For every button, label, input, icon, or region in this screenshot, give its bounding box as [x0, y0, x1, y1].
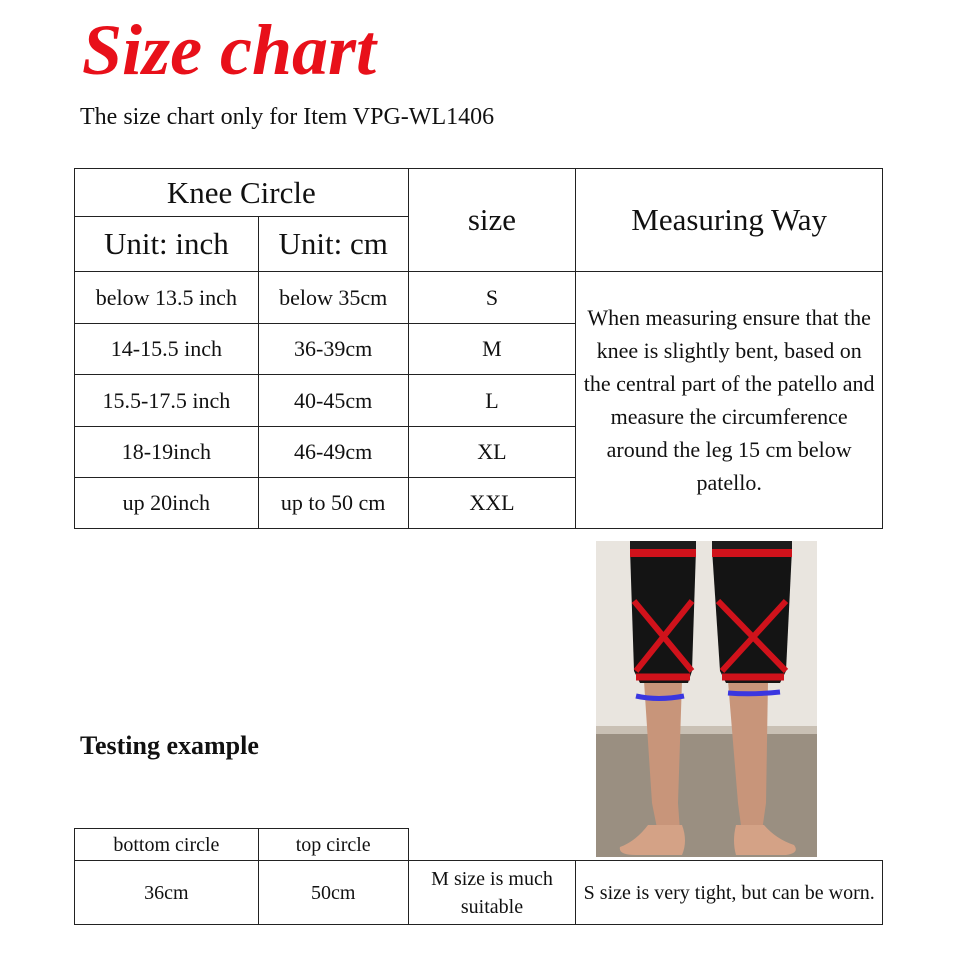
left-sleeve-top-trim — [630, 549, 696, 557]
knee-sleeve-photo — [596, 541, 817, 857]
top-circle-value: 50cm — [258, 861, 408, 925]
testing-example-table — [74, 828, 883, 925]
measuring-instructions: When measuring ensure that the knee is slightly bent, based on the central part of the patello and measure the circumference around the leg 15 cm below patello. — [576, 272, 883, 529]
bottom-circle-value: 36cm — [75, 861, 259, 925]
left-measure-line — [636, 696, 684, 699]
size-cell: XL — [408, 427, 576, 478]
cm-cell: up to 50 cm — [258, 478, 408, 529]
inch-cell: 18-19inch — [75, 427, 259, 478]
size-chart-table — [74, 168, 883, 529]
table-row — [75, 861, 883, 925]
knee-circle-header: Knee Circle — [75, 169, 409, 217]
size-cell: M — [408, 324, 576, 375]
size-cell: XXL — [408, 478, 576, 529]
right-measure-line — [728, 692, 780, 694]
cm-cell: 36-39cm — [258, 324, 408, 375]
cm-cell: 46-49cm — [258, 427, 408, 478]
inch-cell: up 20inch — [75, 478, 259, 529]
bottom-circle-header: bottom circle — [75, 829, 259, 861]
s-size-note: S size is very tight, but can be worn. — [576, 861, 883, 925]
top-circle-header: top circle — [258, 829, 408, 861]
size-header: size — [408, 169, 576, 272]
knee-sleeve-illustration — [596, 541, 817, 857]
size-cell: L — [408, 375, 576, 427]
cm-cell: 40-45cm — [258, 375, 408, 427]
size-cell: S — [408, 272, 576, 324]
testing-example-heading: Testing example — [80, 731, 259, 760]
cm-cell: below 35cm — [258, 272, 408, 324]
unit-inch-header: Unit: inch — [75, 217, 259, 272]
unit-cm-header: Unit: cm — [258, 217, 408, 272]
page-subtitle: The size chart only for Item VPG-WL1406 — [80, 104, 495, 130]
inch-cell: below 13.5 inch — [75, 272, 259, 324]
right-sleeve-top-trim — [712, 549, 792, 557]
m-size-note: M size is much suitable — [408, 861, 576, 925]
inch-cell: 14-15.5 inch — [75, 324, 259, 375]
page-title: Size chart — [82, 10, 377, 90]
inch-cell: 15.5-17.5 inch — [75, 375, 259, 427]
measuring-way-header: Measuring Way — [576, 169, 883, 272]
baseboard — [596, 726, 817, 734]
table-row — [75, 272, 883, 324]
